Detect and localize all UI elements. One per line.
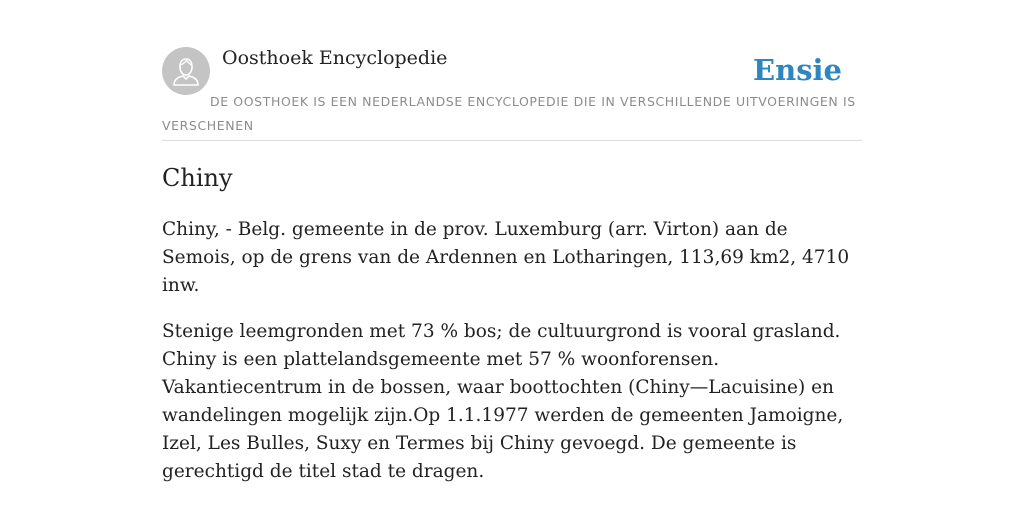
- site-tagline: DE OOSTHOEK IS EEN NEDERLANDSE ENCYCLOPEDIE DIE IN VERSCHILLENDE UITVOERINGEN IS VERSCHENEN: [162, 94, 856, 133]
- article-title: Chiny: [162, 164, 233, 192]
- avatar[interactable]: [162, 47, 210, 95]
- article-paragraph: Stenige leemgronden met 73 % bos; de cultuurgrond is vooral grasland. Chiny is een plattelandsgemeente met 57 % woonforensen. Vakantiecentrum in de bossen, waar boottochten (Chiny—Lacuisine) en wandelingen mogelijk zijn.Op 1.1.1977 werden de gemeenten Jamoigne, Izel, Les Bulles, Suxy en Termes bij Chiny gevoegd. De gemeente is gerechtigd de titel stad te dragen.: [162, 321, 844, 482]
- brand-logo[interactable]: Ensie: [753, 53, 842, 87]
- site-header: [162, 46, 862, 141]
- article: [162, 160, 862, 486]
- user-icon: [162, 47, 210, 95]
- article-paragraph: Chiny, - Belg. gemeente in de prov. Luxemburg (arr. Virton) aan de Semois, op de grens van de Ardennen en Lotharingen, 113,69 km2, 4710 inw.: [162, 219, 850, 296]
- site-name[interactable]: Oosthoek Encyclopedie: [222, 47, 448, 69]
